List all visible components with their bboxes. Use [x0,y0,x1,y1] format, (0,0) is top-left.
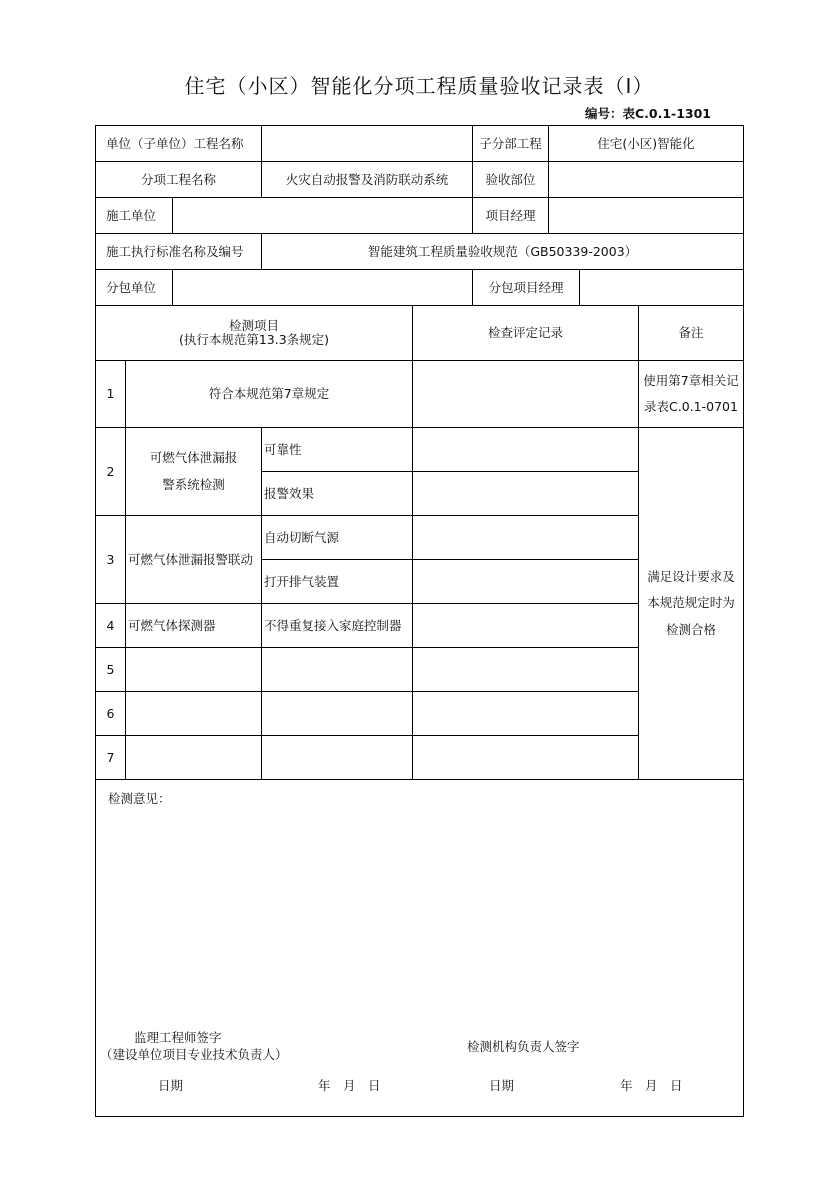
row-sub-item[interactable] [261,691,413,736]
opinion-box[interactable] [95,779,744,1117]
form-code: 编号：表C.0.1-1301 [584,106,711,121]
date-label-2: 日期 [489,1078,515,1093]
subcontractor-label: 分包单位 [95,269,173,306]
row-record[interactable] [412,647,639,692]
row-item[interactable] [125,735,262,780]
standard-value[interactable]: 智能建筑工程质量验收规范（GB50339-2003） [261,233,744,270]
row-item: 可燃气体泄漏报警联动 [125,515,262,604]
header-item-title: 检测项目 [228,317,279,333]
row-record[interactable] [412,515,639,560]
row-sub-item[interactable] [261,735,413,780]
row-number: 3 [95,515,126,604]
row-item: 可燃气体泄漏报警系统检测 [125,427,262,516]
row-record[interactable] [412,603,639,648]
shared-remark: 满足设计要求及本规范规定时为检测合格 [638,427,744,780]
item-value[interactable]: 火灾自动报警及消防联动系统 [261,161,473,198]
manager-value[interactable] [548,197,744,234]
row-sub-item: 打开排气装置 [261,559,413,604]
manager-label: 项目经理 [472,197,549,234]
unit-label: 单位（子单位）工程名称 [95,125,262,162]
row-number: 1 [95,360,126,428]
row-sub-item[interactable] [261,647,413,692]
row-record[interactable] [412,559,639,604]
acceptance-part-label: 验收部位 [472,161,549,198]
header-item-note: (执行本规范第13.3条规定) [178,332,330,347]
standard-label: 施工执行标准名称及编号 [95,233,262,270]
row-number: 6 [95,691,126,736]
supervisor-note: （建设单位项目专业技术负责人） [100,1047,288,1062]
row-record[interactable] [412,360,639,428]
date-ymd-1[interactable]: 年 月 日 [318,1078,381,1093]
row-record[interactable] [412,735,639,780]
row-item: 符合本规范第7章规定 [125,360,413,428]
sub-manager-value[interactable] [579,269,744,306]
date-ymd-2[interactable]: 年 月 日 [620,1078,683,1093]
row-item[interactable] [125,691,262,736]
supervisor-sign-label: 监理工程师签字 [134,1030,222,1045]
unit-value[interactable] [261,125,473,162]
header-remark: 备注 [638,305,744,361]
contractor-value[interactable] [172,197,473,234]
row-number: 7 [95,735,126,780]
row-number: 5 [95,647,126,692]
opinion-label: 检测意见： [108,791,171,806]
header-record: 检查评定记录 [412,305,639,361]
item-label: 分项工程名称 [95,161,262,198]
row-item: 可燃气体探测器 [125,603,262,648]
row-sub-item: 可靠性 [261,427,413,472]
agency-sign-label: 检测机构负责人签字 [467,1039,580,1054]
row-remark: 使用第7章相关记录表C.0.1-0701 [638,360,744,428]
row-number: 2 [95,427,126,516]
row-sub-item: 自动切断气源 [261,515,413,560]
row-record[interactable] [412,427,639,472]
acceptance-part-value[interactable] [548,161,744,198]
row-sub-item: 不得重复接入家庭控制器 [261,603,413,648]
date-label-1: 日期 [158,1078,184,1093]
row-record[interactable] [412,471,639,516]
sub-division-label: 子分部工程 [472,125,549,162]
sub-manager-label: 分包项目经理 [472,269,580,306]
contractor-label: 施工单位 [95,197,173,234]
row-item[interactable] [125,647,262,692]
row-sub-item: 报警效果 [261,471,413,516]
row-number: 4 [95,603,126,648]
header-item [95,305,413,361]
subcontractor-value[interactable] [172,269,473,306]
sub-division-value[interactable]: 住宅(小区)智能化 [548,125,744,162]
row-record[interactable] [412,691,639,736]
page-title: 住宅（小区）智能化分项工程质量验收记录表（Ⅰ） [184,74,654,98]
